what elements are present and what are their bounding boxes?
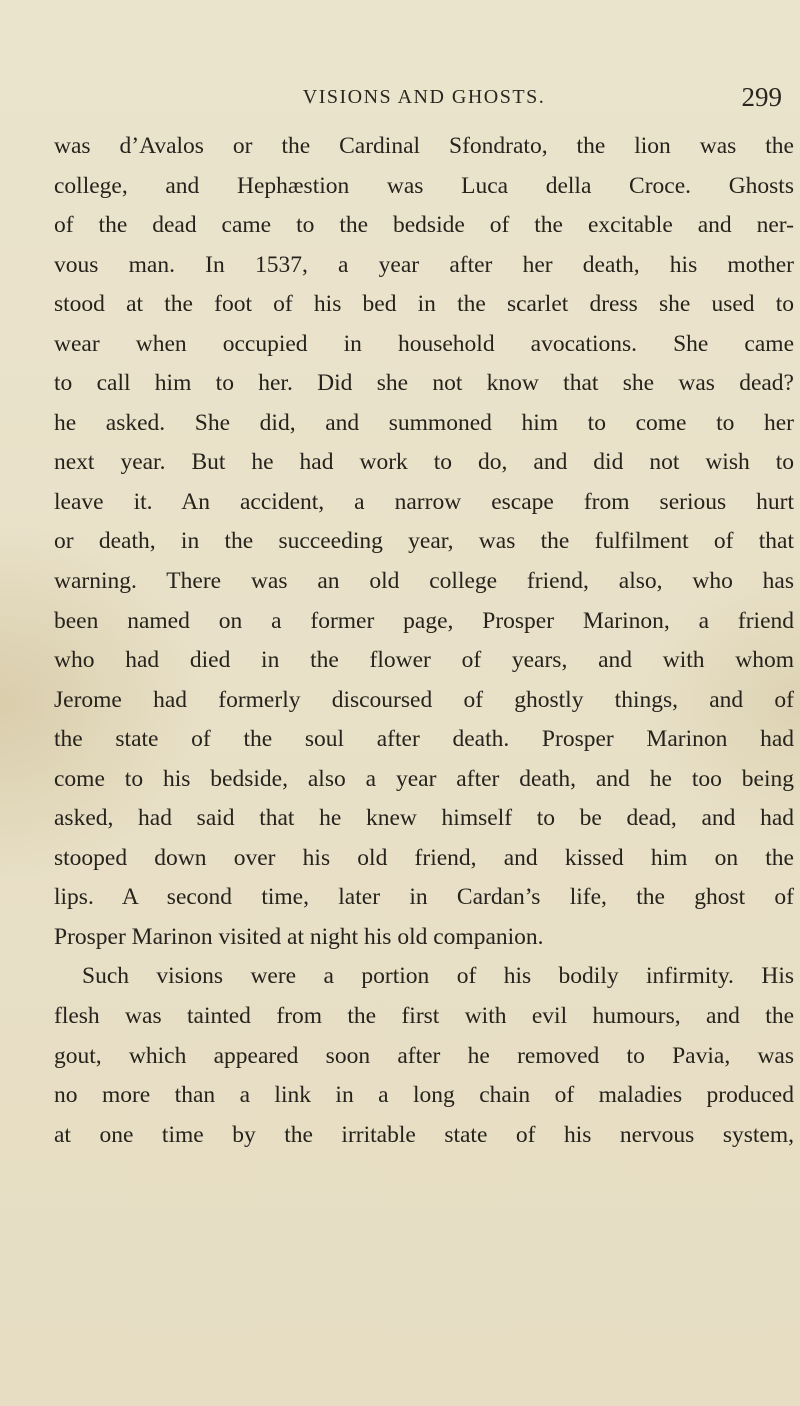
text-line: wear when occupied in household avocations. She came [54,330,794,357]
text-line: of the dead came to the bedside of the excitable and ner- [54,212,794,239]
text-line: stood at the foot of his bed in the scarlet dress she used to [54,291,794,318]
text-line: the state of the soul after death. Prosper Marinon had [54,726,794,753]
text-line: lips. A second time, later in Cardan’s life, the ghost of [54,884,794,911]
text-line: to call him to her. Did she not know that she was dead? [54,370,794,397]
text-line: flesh was tainted from the first with evil humours, and the [54,1003,794,1030]
text-line: asked, had said that he knew himself to be dead, and had [54,805,794,832]
text-line: leave it. An accident, a narrow escape from serious hurt [54,488,794,515]
page-number: 299 [741,82,782,112]
running-head [54,82,794,116]
text-line: vous man. In 1537, a year after her death, his mother [54,251,794,278]
paragraph-end-line: Prosper Marinon visited at night his old companion. [54,923,544,950]
text-line: who had died in the flower of years, and with whom [54,647,794,674]
text-line: been named on a former page, Prosper Marinon, a friend [54,607,794,634]
text-line: stooped down over his old friend, and kissed him on the [54,844,794,871]
text-line: was d’Avalos or the Cardinal Sfondrato, the lion was the [54,133,794,159]
text-line: no more than a link in a long chain of maladies produced [54,1082,794,1109]
running-title: VISIONS AND GHOSTS. [302,86,546,108]
text-line: Jerome had formerly discoursed of ghostly things, and of [54,686,794,713]
body-text [54,127,794,1155]
paragraph-start-line: Such visions were a portion of his bodily infirmity. His [82,963,794,990]
text-line: he asked. She did, and summoned him to come to her [54,409,794,436]
text-line: at one time by the irritable state of his nervous system, [54,1121,794,1148]
text-line: next year. But he had work to do, and did not wish to [54,449,794,476]
text-line: come to his bedside, also a year after death, and he too being [54,765,794,792]
text-line: college, and Hephæstion was Luca della Croce. Ghosts [54,172,794,199]
text-line: or death, in the succeeding year, was the fulfilment of that [54,528,794,555]
text-line: gout, which appeared soon after he removed to Pavia, was [54,1042,794,1069]
text-line: warning. There was an old college friend, also, who has [54,568,794,595]
